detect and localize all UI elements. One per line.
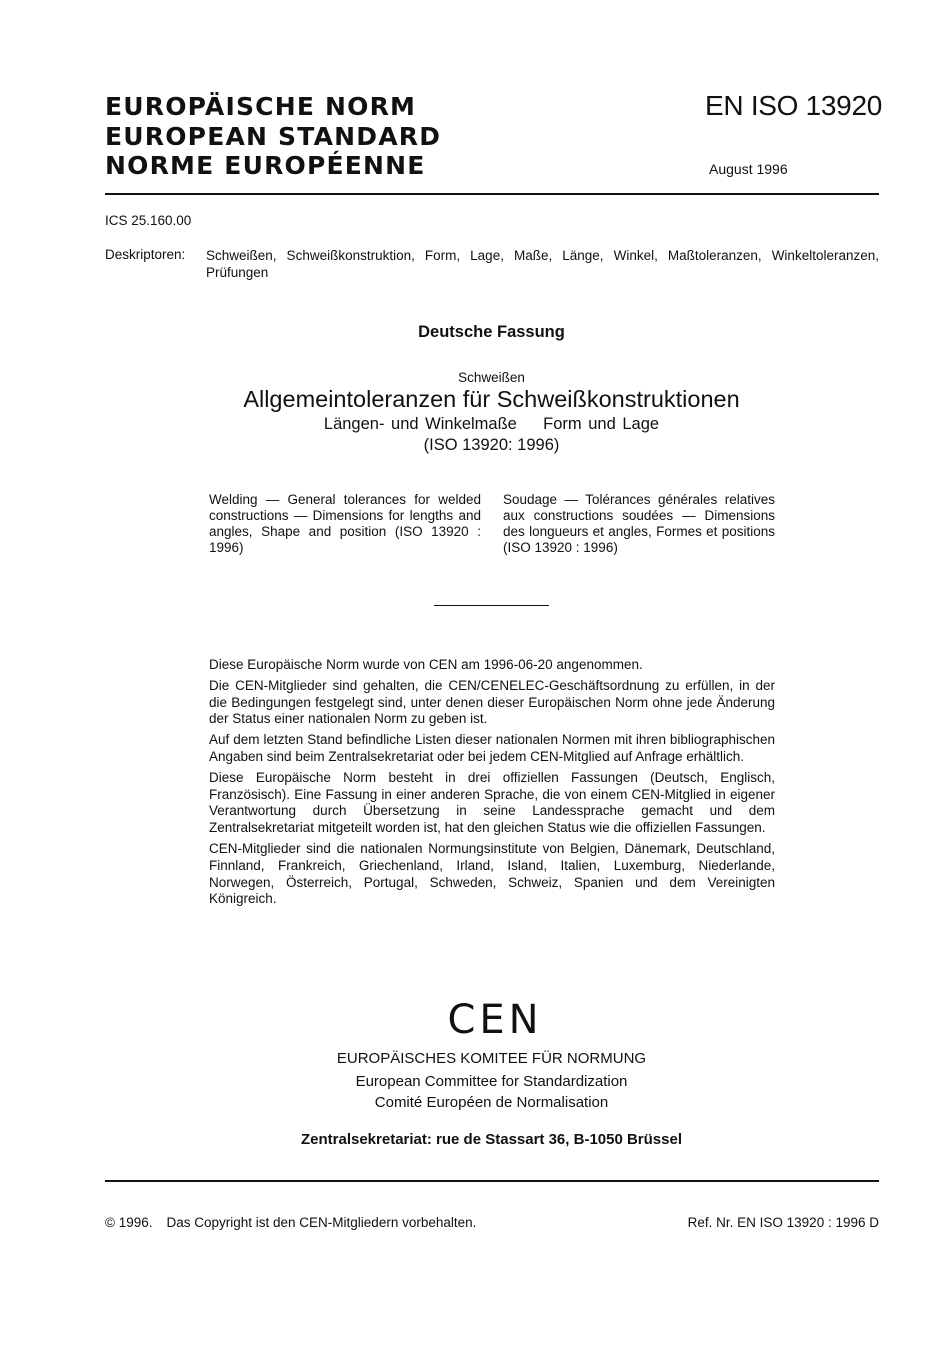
notice-paragraph: Diese Europäische Norm wurde von CEN am 1996-06-20 angenommen. (209, 657, 643, 672)
descriptors-text: Schweißen, Schweißkonstruktion, Form, Lage, Maße, Länge, Winkel, Maßtoleranzen, Winkeltoleranzen, Prüfungen (206, 248, 879, 280)
main-title: Allgemeintoleranzen für Schweißkonstruktionen (243, 386, 740, 412)
notice-paragraph: CEN-Mitglieder sind die nationalen Normungsinstitute von Belgien, Dänemark, Deutschland, Finnland, Frankreich, Griechenland, Irland, Island, Italien, Luxemburg, Niederlande, Norwegen, Österreich, Portugal, Schweden, Schweiz, Spanien und dem Vereinigten Königreich. (209, 840, 775, 907)
title-line-fr: NORME EUROPÉENNE (105, 151, 426, 180)
publication-date: August 1996 (709, 161, 788, 177)
notice-paragraph: Diese Europäische Norm besteht in drei offiziellen Fassungen (Deutsch, Englisch, Französisch). Eine Fassung in einer anderen Sprache, die von einem CEN-Mitglied in eigener Verantwortung durch Übersetzung in seine Landessprache gemacht und dem Zentralsekretariat mitgeteilt worden ist, hat den gleichen Status wie die offiziellen Fassungen. (209, 769, 775, 836)
copyright-notice (105, 1215, 476, 1230)
version-heading: Deutsche Fassung (418, 323, 565, 341)
cen-logo: CEN (447, 997, 543, 1043)
header-divider (105, 193, 879, 195)
subtitle (0, 415, 950, 434)
footer-divider (105, 1180, 879, 1182)
document-number: EN ISO 13920 (705, 90, 882, 121)
notice-paragraph: Auf dem letzten Stand befindliche Listen dieser nationalen Normen mit ihren bibliographischen Angaben sind beim Zentralsekretariat oder bei jedem CEN-Mitglied auf Anfrage erhältlich. (209, 732, 775, 764)
cen-name-french: Comité Européen de Normalisation (374, 1094, 609, 1111)
notice-paragraph: Die CEN-Mitglieder sind gehalten, die CEN/CENELEC-Geschäftsordnung zu erfüllen, in der die Bedingungen festgelegt sind, unter denen dieser Europäischen Norm ohne jede Änderung der Status einer nationalen Norm zu geben ist. (209, 677, 775, 727)
norm-title-block (105, 92, 441, 181)
iso-reference: (ISO 13920: 1996) (423, 436, 560, 454)
subtitle-text: Längen- und Winkelmaße Form und Lage (323, 415, 660, 433)
topic-label: Schweißen (458, 370, 525, 385)
cen-name-german: EUROPÄISCHES KOMITEE FÜR NORMUNG (336, 1050, 647, 1067)
reference-number: Ref. Nr. EN ISO 13920 : 1996 D (687, 1215, 879, 1230)
section-divider (434, 605, 549, 606)
ics-code: ICS 25.160.00 (105, 213, 192, 228)
adoption-notice (209, 657, 775, 912)
title-line-de: EUROPÄISCHE NORM (105, 92, 417, 121)
copyright-year: © 1996. (105, 1215, 153, 1230)
descriptors-label: Deskriptoren: (105, 247, 186, 262)
english-title-translation: Welding — General tolerances for welded constructions — Dimensions for lengths and angles, Shape and position (ISO 13920 : 1996) (209, 492, 481, 555)
secretariat-address: Zentralsekretariat: rue de Stassart 36, B-1050 Brüssel (300, 1131, 683, 1148)
french-title-translation: Soudage — Tolérances générales relatives aux constructions soudées — Dimensions des longueurs et angles, Formes et positions (ISO 13920 : 1996) (503, 492, 775, 555)
copyright-text: Das Copyright ist den CEN-Mitgliedern vorbehalten. (166, 1215, 477, 1230)
title-line-en: EUROPEAN STANDARD (105, 121, 442, 151)
cen-name-english: European Committee for Standardization (355, 1073, 628, 1090)
